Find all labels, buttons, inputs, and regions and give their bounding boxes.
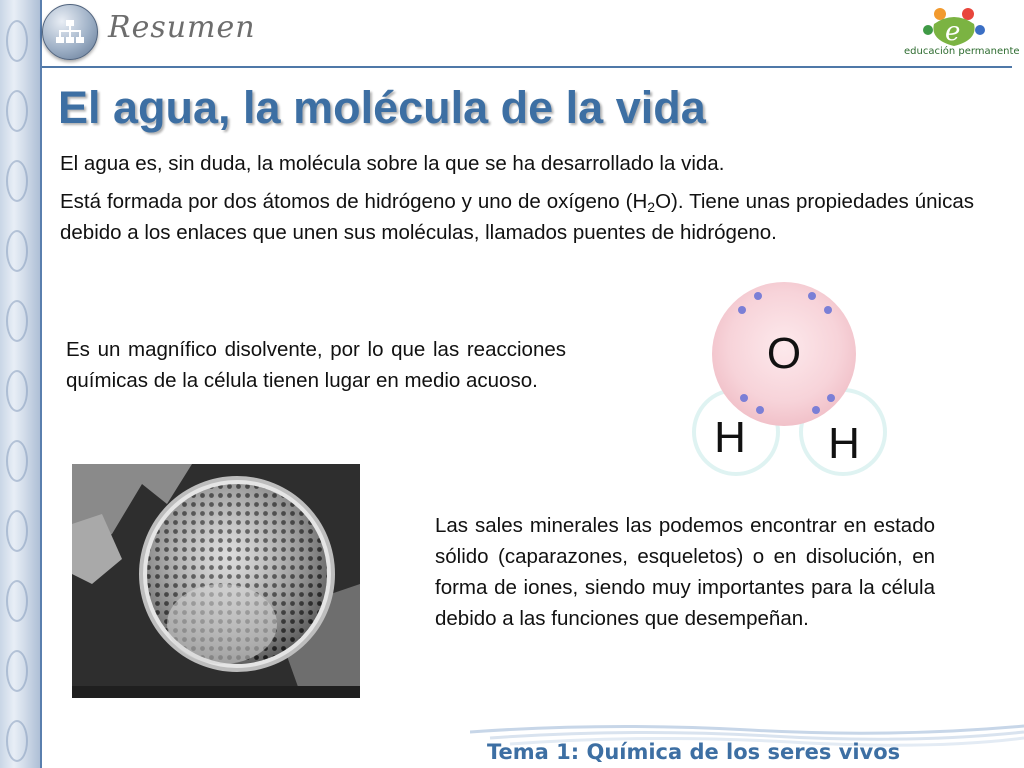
left-decorative-band (0, 0, 40, 768)
left-divider (40, 0, 42, 768)
solvent-paragraph: Es un magnífico disolvente, por lo que las reacciones químicas de la célula tienen lugar en medio acuoso. (66, 338, 566, 392)
composition-text-start: Está formada por dos átomos de hidrógeno y uno de oxígeno (H (60, 190, 648, 213)
formula-subscript: 2 (647, 199, 656, 215)
band-ornament (6, 720, 28, 762)
electron-dot (740, 394, 748, 402)
band-ornament (6, 580, 28, 622)
band-ornament (6, 90, 28, 132)
band-ornament (6, 650, 28, 692)
band-ornament (6, 160, 28, 202)
oxygen-label: O (766, 329, 802, 378)
section-title: Resumen (108, 10, 256, 45)
electron-dot (827, 394, 835, 402)
org-chart-icon (42, 4, 98, 60)
intro-paragraph: El agua es, sin duda, la molécula sobre la que se ha desarrollado la vida. (60, 152, 725, 175)
electron-dot (754, 292, 762, 300)
svg-text:e: e (945, 17, 961, 47)
band-ornament (6, 300, 28, 342)
minerals-paragraph: Las sales minerales las podemos encontrar en estado sólido (caparazones, esqueletos) o en disolución, en forma de iones, siendo muy importantes para la célula debido a las funciones que desempeñan. (435, 514, 935, 630)
electron-dot (808, 292, 816, 300)
composition-text-end: O). Tiene unas propiedades únicas debido a los enlaces que unen sus moléculas, llamados puentes de hidrógeno. (60, 190, 974, 244)
electron-dot (738, 306, 746, 314)
band-ornament (6, 440, 28, 482)
band-ornament (6, 20, 28, 62)
composition-paragraph (60, 186, 974, 248)
electron-dot (756, 406, 764, 414)
electron-dot (812, 406, 820, 414)
page-title: El agua, la molécula de la vida (58, 82, 706, 133)
band-ornament (6, 370, 28, 412)
band-ornament (6, 230, 28, 272)
microscope-photo (72, 464, 360, 698)
logo-caption: educación permanente (904, 46, 1020, 57)
header-divider (42, 66, 1012, 68)
band-ornament (6, 510, 28, 552)
hydrogen-left-label: H (714, 413, 746, 462)
footer-topic: Tema 1: Química de los seres vivos (487, 740, 901, 764)
hydrogen-right-label: H (828, 419, 860, 468)
electron-dot (824, 306, 832, 314)
water-molecule-diagram (688, 282, 888, 482)
